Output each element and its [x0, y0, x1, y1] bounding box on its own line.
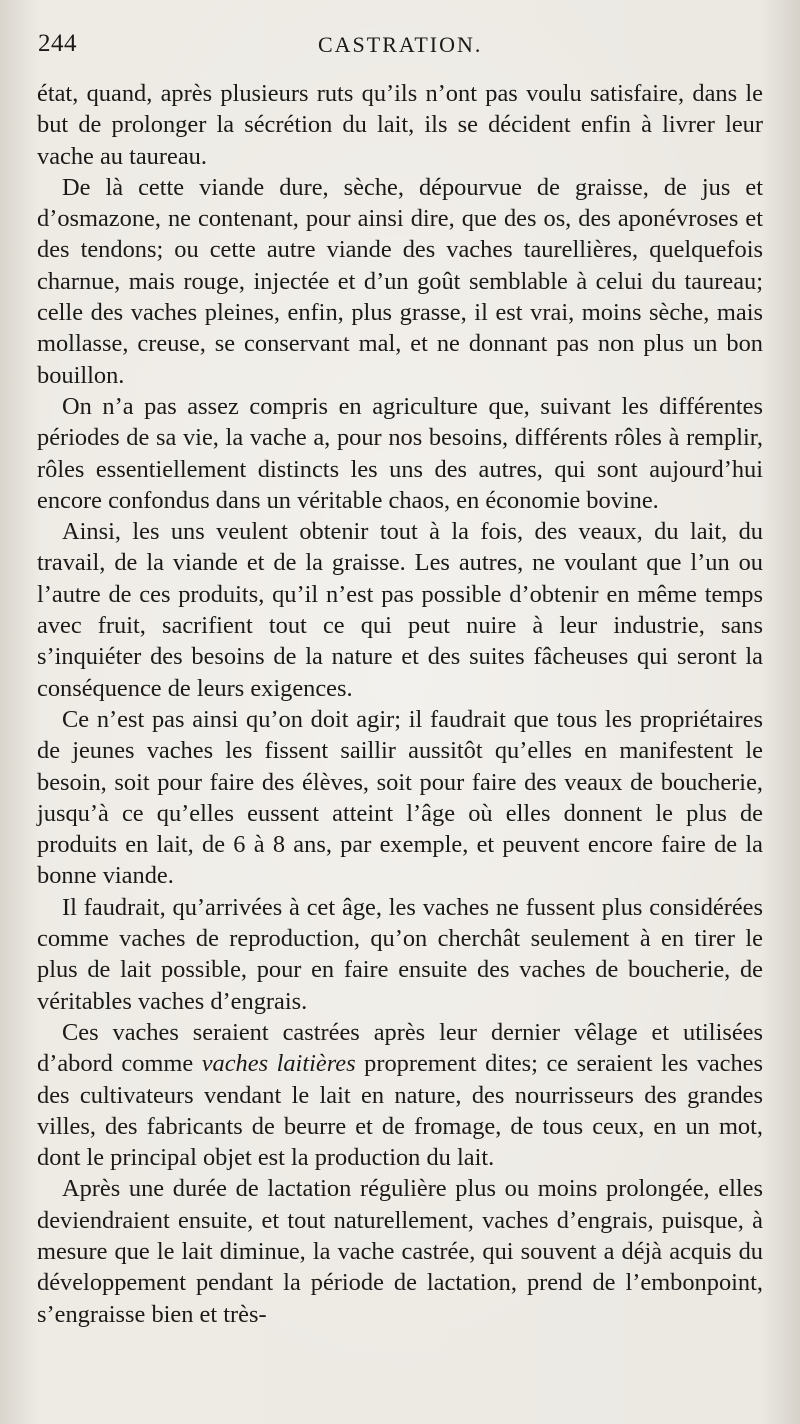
paragraph-6: Il faudrait, qu’arrivées à cet âge, les vaches ne fussent plus considérées comme vaches de reproduction, qu’on cherchât seulement à en tirer le plus de lait possible, pour en faire ensuite des vaches de boucherie, de véritables vaches d’engrais.	[37, 893, 763, 1015]
running-title: CASTRATION.	[318, 32, 483, 57]
paragraph-4: Ainsi, les uns veulent obtenir tout à la fois, des veaux, du lait, du travail, de la viande et de la graisse. Les autres, ne voulant que l’un ou l’autre de ces produits, qu’il n’est pas possible d’obtenir en même temps avec fruit, sacrifient tout ce qui peut nuire à leur industrie, sans s’inquiéter des besoins de la nature et des suites fâcheuses qui seront la conséquence de leurs exigences.	[37, 518, 763, 702]
paragraph-8: Après une durée de lactation régulière plus ou moins prolongée, elles deviendraient ensuite, et tout naturellement, vaches d’engrais, puisque, à mesure que le lait diminue, la vache castrée, qui souvent a déjà acquis du développement pendant la période de lactation, prend de l’embonpoint, s’engraisse bien et très-	[37, 1175, 763, 1328]
paragraph-7: Ces vaches seraient castrées après leur dernier vêlage et utilisées d’abord comme vaches laitières proprement dites; ce seraient les vaches des cultivateurs vendant le lait en nature, des nourrisseurs des grandes villes, des fabricants de beurre et de fromage, de tous ceux, en un mot, dont le principal objet est la production du lait.	[37, 1018, 763, 1172]
paragraph-1: état, quand, après plusieurs ruts qu’ils n’ont pas voulu satisfaire, dans le but de prolonger la sécrétion du lait, ils se décident enfin à livrer leur vache au taureau.	[37, 80, 763, 170]
page-header	[38, 30, 760, 64]
body-text	[37, 78, 763, 1330]
paragraph-2: De là cette viande dure, sèche, dépourvue de graisse, de jus et d’osmazone, ne contenant, pour ainsi dire, que des os, des aponévroses et des tendons; ou cette autre viande des vaches taurellières, quelquefois charnue, mais rouge, injectée et d’un goût semblable à celui du taureau; celle des vaches pleines, enfin, plus grasse, il est vrai, moins sèche, mais mollasse, creuse, se conservant mal, et ne donnant pas non plus un bon bouillon.	[37, 173, 763, 389]
paragraph-3: On n’a pas assez compris en agriculture que, suivant les différentes périodes de sa vie, la vache a, pour nos besoins, différents rôles à remplir, rôles essentiellement distincts les uns des autres, qui sont aujourd’hui encore confondus dans un véritable chaos, en économie bovine.	[37, 392, 763, 514]
paragraph-5: Ce n’est pas ainsi qu’on doit agir; il faudrait que tous les propriétaires de jeunes vaches les fissent saillir aussitôt qu’elles en manifestent le besoin, soit pour faire des élèves, soit pour faire des veaux de boucherie, jusqu’à ce qu’elles eussent atteint l’âge où elles donnent le plus de produits en lait, de 6 à 8 ans, par exemple, et peuvent encore faire de la bonne viande.	[37, 705, 763, 890]
page-number: 244	[38, 30, 77, 57]
italic-term: vaches laitières	[201, 1050, 356, 1078]
